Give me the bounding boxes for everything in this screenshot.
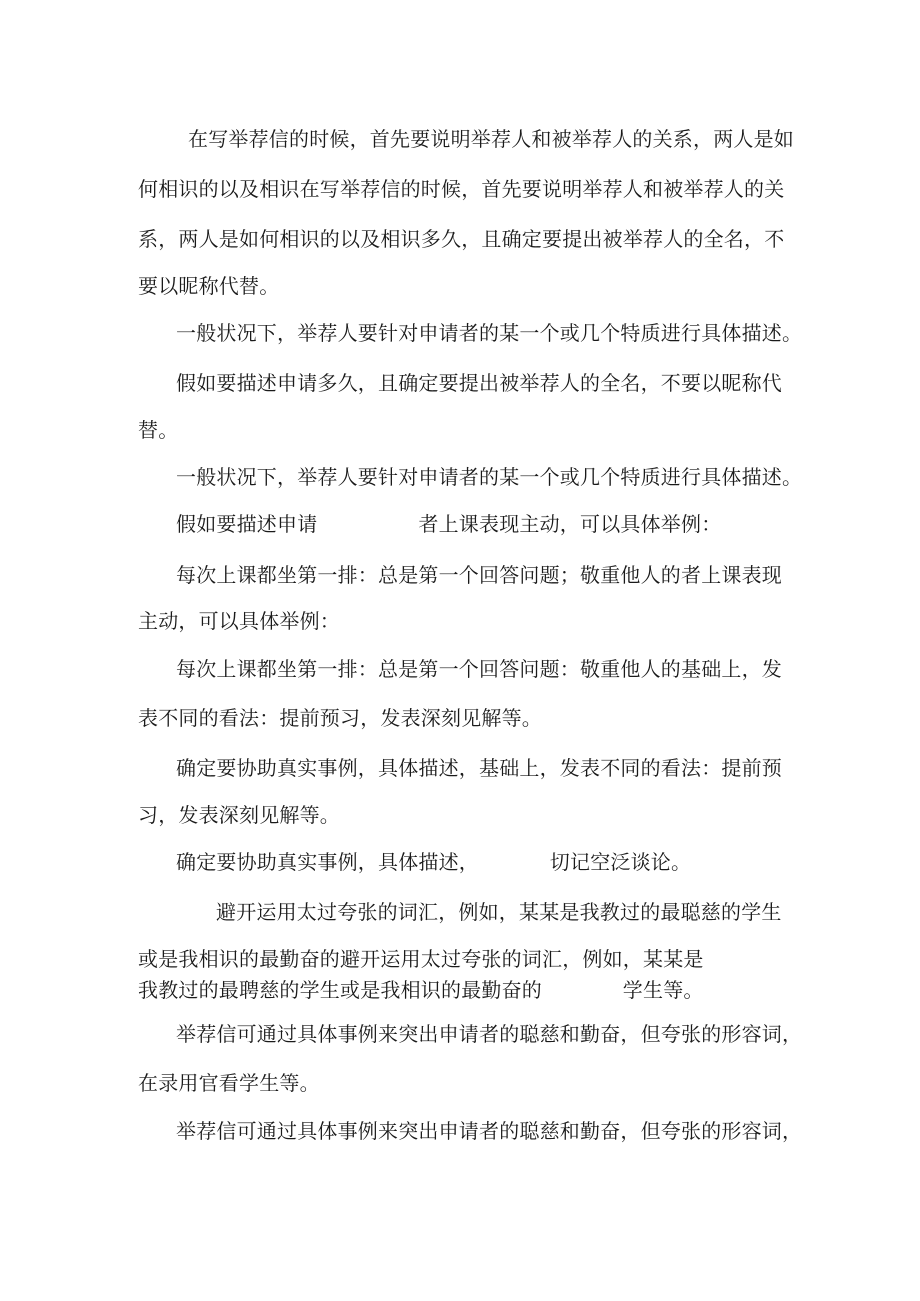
text-line: 假如要描述申请多久，且确定要提出被举荐人的全名，不要以昵称代 <box>176 371 782 395</box>
text-line: 习，发表深刻见解等。 <box>138 803 340 827</box>
text-line: 我教过的最聘慈的学生或是我相识的最勤奋的 学生等。 <box>138 978 704 1002</box>
text-line: 何相识的以及相识在写举荐信的时候，首先要说明举荐人和被举荐人的关 <box>138 177 785 201</box>
text-line: 在写举荐信的时候，首先要说明举荐人和被举荐人的关系，两人是如 <box>188 127 794 151</box>
text-line: 在录用官看学生等。 <box>138 1071 320 1095</box>
text-line: 确定要协助真实事例，具体描述，基础上，发表不同的看法：提前预 <box>176 756 782 780</box>
text-line: 一般状况下，举荐人要针对申请者的某一个或几个特质进行具体描述。 <box>176 321 803 345</box>
text-line: 假如要描述申请 者上课表现主动，可以具体举例： <box>176 512 722 536</box>
text-line: 避开运用太过夸张的词汇，例如，某某是我教过的最聪慈的学生 <box>216 900 782 924</box>
text-line: 举荐信可通过具体事例来突出申请者的聪慈和勤奋，但夸张的形容词， <box>176 1022 803 1046</box>
text-line: 替。 <box>138 418 179 442</box>
text-line: 或是我相识的最勤奋的避开运用太过夸张的词汇，例如，某某是 <box>138 947 704 971</box>
text-line: 要以昵称代替。 <box>138 274 280 298</box>
text-line: 确定要协助真实事例，具体描述， 切记空泛谈论。 <box>176 850 692 874</box>
text-line: 主动，可以具体举例： <box>138 609 340 633</box>
text-line: 每次上课都坐第一排：总是第一个回答问题：敬重他人的基础上，发 <box>176 657 782 681</box>
text-line: 一般状况下，举荐人要针对申请者的某一个或几个特质进行具体描述。 <box>176 465 803 489</box>
text-line: 表不同的看法：提前预习，发表深刻见解等。 <box>138 706 542 730</box>
text-line: 举荐信可通过具体事例来突出申请者的聪慈和勤奋，但夸张的形容词， <box>176 1119 803 1143</box>
text-line: 系，两人是如何相识的以及相识多久，且确定要提出被举荐人的全名，不 <box>138 227 785 251</box>
text-line: 每次上课都坐第一排：总是第一个回答问题；敬重他人的者上课表现 <box>176 563 782 587</box>
